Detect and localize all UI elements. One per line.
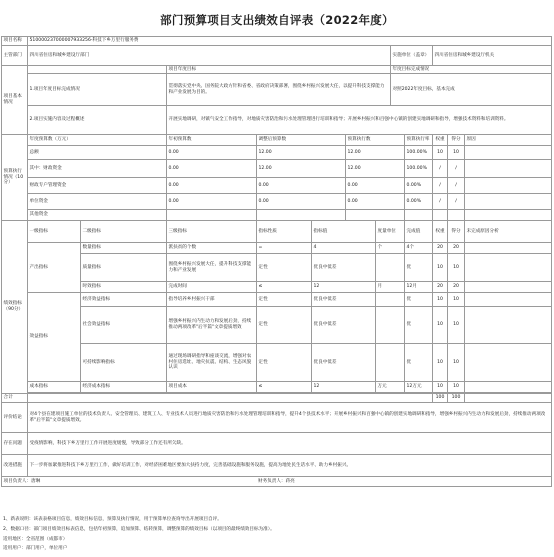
perf-cell: 质量指标 — [81, 254, 167, 282]
effect-label: 效益指标 — [28, 293, 81, 382]
perf-cell: 定性 — [257, 307, 312, 344]
perf-cell: 经济成本指标 — [81, 382, 167, 393]
unit-value: 四川省住房和城乡建设厅机关 — [433, 46, 552, 66]
perf-header-8: 得分 — [448, 221, 465, 243]
perf-cell: 20 — [448, 282, 465, 293]
cost-label: 成本指标 — [28, 382, 81, 393]
perf-cell: 12万元 — [405, 382, 433, 393]
perf-cell: 10 — [433, 254, 448, 282]
perf-cell — [465, 282, 552, 293]
perf-cell: 优 — [405, 293, 433, 307]
project-owner: 项目负责人：唐琳 — [2, 477, 257, 487]
project-name-label: 项目名称 — [2, 37, 28, 46]
budget-header-5: 权重 — [433, 135, 448, 146]
budget-cell — [465, 194, 552, 210]
perf-header-2: 三级指标 — [167, 221, 257, 243]
perf-cell: 个 — [376, 243, 405, 254]
page-title: 部门预算项目支出绩效自评表（2022年度） — [160, 13, 394, 27]
budget-cell: / — [433, 194, 448, 210]
perf-cell: 围绕乡村振兴发展大任，提升科技支撑能力和产业发展 — [167, 254, 257, 282]
perf-cell: 12 — [312, 382, 376, 393]
row1-target: 贯彻落实党中央、国务院大政方针和省委、省政府决策部署，围绕乡村振兴发展大任，以提升科技支撑能力和产业发展为目的。 — [167, 74, 391, 106]
perf-cell — [465, 344, 552, 382]
perf-cell: 指导培养乡村振兴干部 — [167, 293, 257, 307]
perf-cell: 优良中低差 — [312, 254, 376, 282]
note-3: 适用地区：全省范围（成都市） — [3, 537, 68, 542]
note-4: 适用用户：部门用户，单位用户 — [3, 546, 68, 551]
perf-cell: 时效指标 — [81, 282, 167, 293]
perf-cell — [376, 344, 405, 382]
perf-cell: 派扶贫的个数 — [167, 243, 257, 254]
budget-row-label: 单位资金 — [28, 194, 167, 210]
budget-row-label: 财政专户管理资金 — [28, 178, 167, 194]
budget-header-4: 预算执行率 — [405, 135, 433, 146]
perf-cell: ≤ — [257, 382, 312, 393]
perf-cell — [376, 254, 405, 282]
perf-cell: 定性 — [257, 293, 312, 307]
budget-row-label: 其他资金 — [28, 210, 167, 221]
perf-cell: 12月 — [405, 282, 433, 293]
budget-cell: / — [433, 160, 448, 178]
budget-cell — [465, 160, 552, 178]
unit-label: 实施单位（盖章） — [391, 46, 433, 66]
perf-cell: 可持续影响指标 — [81, 344, 167, 382]
perf-cell: 10 — [433, 344, 448, 382]
budget-cell: 12.00 — [346, 160, 405, 178]
perf-cell: 4 — [312, 243, 376, 254]
budget-header-0: 年度预算数（万元） — [28, 135, 167, 146]
perf-header-6: 完成值 — [405, 221, 433, 243]
perf-cell: 优 — [405, 307, 433, 344]
row2-text: 开展实地调研，对镇气安全工作指导，对地质灾害防治和污水处理管理进行培训和指导；开展乡村振兴和百强中心镇的创建实地调研和指导，增强技术资料和培训资料。 — [167, 106, 552, 135]
self-evaluation-table — [1, 36, 552, 487]
budget-cell: / — [448, 160, 465, 178]
perf-section-label: 绩效指标（90分） — [2, 221, 28, 394]
perf-cell: 项目成本 — [167, 382, 257, 393]
row1-done: 对照2022年度目标，基本完成 — [391, 74, 552, 106]
perf-cell: 定性 — [257, 344, 312, 382]
perf-cell — [465, 243, 552, 254]
budget-cell: 0.00 — [167, 146, 257, 160]
budget-cell: 10 — [433, 146, 448, 160]
budget-cell: 0.00% — [405, 178, 433, 194]
budget-cell: / — [448, 178, 465, 194]
budget-cell: 0.00 — [257, 194, 346, 210]
perf-cell: 10 — [448, 307, 465, 344]
perf-cell — [465, 293, 552, 307]
perf-cell: 数量指标 — [81, 243, 167, 254]
budget-cell: 10 — [448, 146, 465, 160]
basic-section-label: 项目基本情况 — [2, 66, 28, 135]
budget-cell: 0.00 — [167, 178, 257, 194]
perf-cell: 定性 — [257, 254, 312, 282]
note-2: 2、数据口径：部门项目绩效目标表信息，包括年初预算，追加预算、结转预算，调整预算的绩效目标（以项目的最终绩效目标为准）。 — [3, 527, 275, 532]
measures-label: 改进措施 — [2, 455, 28, 477]
perf-cell: 10 — [448, 293, 465, 307]
output-label: 产出指标 — [28, 243, 81, 293]
perf-header-7: 权重 — [433, 221, 448, 243]
perf-cell: 10 — [433, 307, 448, 344]
issues-text: 受疫情影响，科技下乡万里行工作开展进度缓慢，导致部分工作还有所欠缺。 — [28, 433, 552, 455]
row1-label: 1.项目年度目标完成情况 — [28, 74, 167, 106]
perf-cell: 10 — [448, 382, 465, 393]
perf-cell: 10 — [448, 254, 465, 282]
measures-text: 下一步将加紧推进科技下乡万里行工作，做好培训工作，对经济困难地区要加大扶持力度，完善基础设施和服务设施，提高为地处民生话水平、助力乡村振兴。 — [28, 455, 552, 477]
dept-value: 四川省住房和城乡建设厅部门 — [28, 46, 391, 66]
perf-cell: 10 — [433, 293, 448, 307]
budget-cell — [465, 178, 552, 194]
budget-row-label: 其中：财政资金 — [28, 160, 167, 178]
perf-header-0: 一级指标 — [28, 221, 81, 243]
budget-cell: 12.00 — [346, 146, 405, 160]
perf-cell: 20 — [448, 243, 465, 254]
total-label: 合计 — [2, 394, 28, 403]
budget-cell: 0.00 — [167, 160, 257, 178]
total-score: 100 — [448, 394, 465, 403]
row2-label: 2.项目实施内容及过程概述 — [28, 106, 167, 135]
perf-cell — [465, 254, 552, 282]
budget-header-3: 预算执行数 — [346, 135, 405, 146]
perf-cell: 经济效益指标 — [81, 293, 167, 307]
budget-section-label: 预算执行情况（10分） — [2, 135, 28, 221]
target-header: 项目年度目标 — [167, 66, 391, 74]
conclusion-label: 评价结论 — [2, 403, 28, 433]
budget-cell: 12.00 — [257, 160, 346, 178]
perf-header-5: 度量单位 — [376, 221, 405, 243]
perf-header-4: 指标值 — [312, 221, 376, 243]
dept-label: 主管部门 — [2, 46, 28, 66]
conclusion-text: 对4个县在建项目施工单位的技术负责人、安全管理员、建筑工人、专业技术人员进行地质灾害防治和污水处理管理培训和指导，提升4个县技术水平；开展乡村振兴和百强中心镇的创建实地调研和指导，增强乡村振兴内生动力和发展后劲，持续推动两项改革"后半篇"文章提质增效。 — [28, 403, 552, 433]
budget-cell: 0.00 — [346, 178, 405, 194]
note-1: 1、新表说明：该表表格项目信息，绩效目标信息，预算及执行情况，用于预算单位查询导出开展项目自评。 — [3, 517, 222, 522]
budget-cell: 100.00% — [405, 146, 433, 160]
budget-header-6: 得分 — [448, 135, 465, 146]
perf-cell: = — [257, 243, 312, 254]
perf-cell — [376, 307, 405, 344]
budget-cell: 0.00 — [257, 178, 346, 194]
perf-cell: 优良中低差 — [312, 293, 376, 307]
perf-cell: 增强乡村振兴内生动力和发展后劲，持续推动两项改革"后半篇"文章提质增效 — [167, 307, 257, 344]
perf-cell — [465, 382, 552, 393]
budget-cell — [465, 146, 552, 160]
perf-cell: 社会效益指标 — [81, 307, 167, 344]
perf-cell: 10 — [448, 344, 465, 382]
budget-cell: 0.00 — [346, 194, 405, 210]
perf-cell: 优 — [405, 254, 433, 282]
finance-owner: 财务负责人：蒋亮 — [257, 477, 552, 487]
perf-cell: 优良中低差 — [312, 307, 376, 344]
budget-row-label: 总额 — [28, 146, 167, 160]
budget-cell: / — [433, 178, 448, 194]
perf-cell: 12 — [312, 282, 376, 293]
budget-cell: 0.00% — [405, 194, 433, 210]
perf-cell: 10 — [433, 382, 448, 393]
perf-cell: 完成时间 — [167, 282, 257, 293]
budget-cell: 100.00% — [405, 160, 433, 178]
perf-header-3: 指标性质 — [257, 221, 312, 243]
perf-header-9: 未完成原因分析 — [465, 221, 552, 243]
perf-cell: 4个 — [405, 243, 433, 254]
perf-cell: 20 — [433, 282, 448, 293]
budget-cell: 12.00 — [257, 146, 346, 160]
project-name-value: 510000237000007933256-科技下乡万里行服务费 — [28, 37, 552, 46]
done-header: 年度目标完成情况 — [391, 66, 552, 74]
budget-header-7: 原因 — [465, 135, 552, 146]
issues-label: 存在问题 — [2, 433, 28, 455]
perf-cell: 优良中低差 — [312, 344, 376, 382]
perf-cell: 优 — [405, 344, 433, 382]
perf-cell: 月 — [376, 282, 405, 293]
perf-header-1: 二级指标 — [81, 221, 167, 243]
budget-cell: / — [448, 194, 465, 210]
perf-cell: 通过现场调研指导和座谈交流，增强对农村住房选址、地灾抗震、结构、生态风貌认识 — [167, 344, 257, 382]
perf-cell: 万元 — [376, 382, 405, 393]
total-weight: 100 — [433, 394, 448, 403]
perf-cell — [376, 293, 405, 307]
budget-header-1: 年初预算数 — [167, 135, 257, 146]
perf-cell: ≤ — [257, 282, 312, 293]
perf-cell: 20 — [433, 243, 448, 254]
perf-cell — [465, 307, 552, 344]
budget-header-2: 调整后预算数 — [257, 135, 346, 146]
budget-cell: 0.00 — [167, 194, 257, 210]
